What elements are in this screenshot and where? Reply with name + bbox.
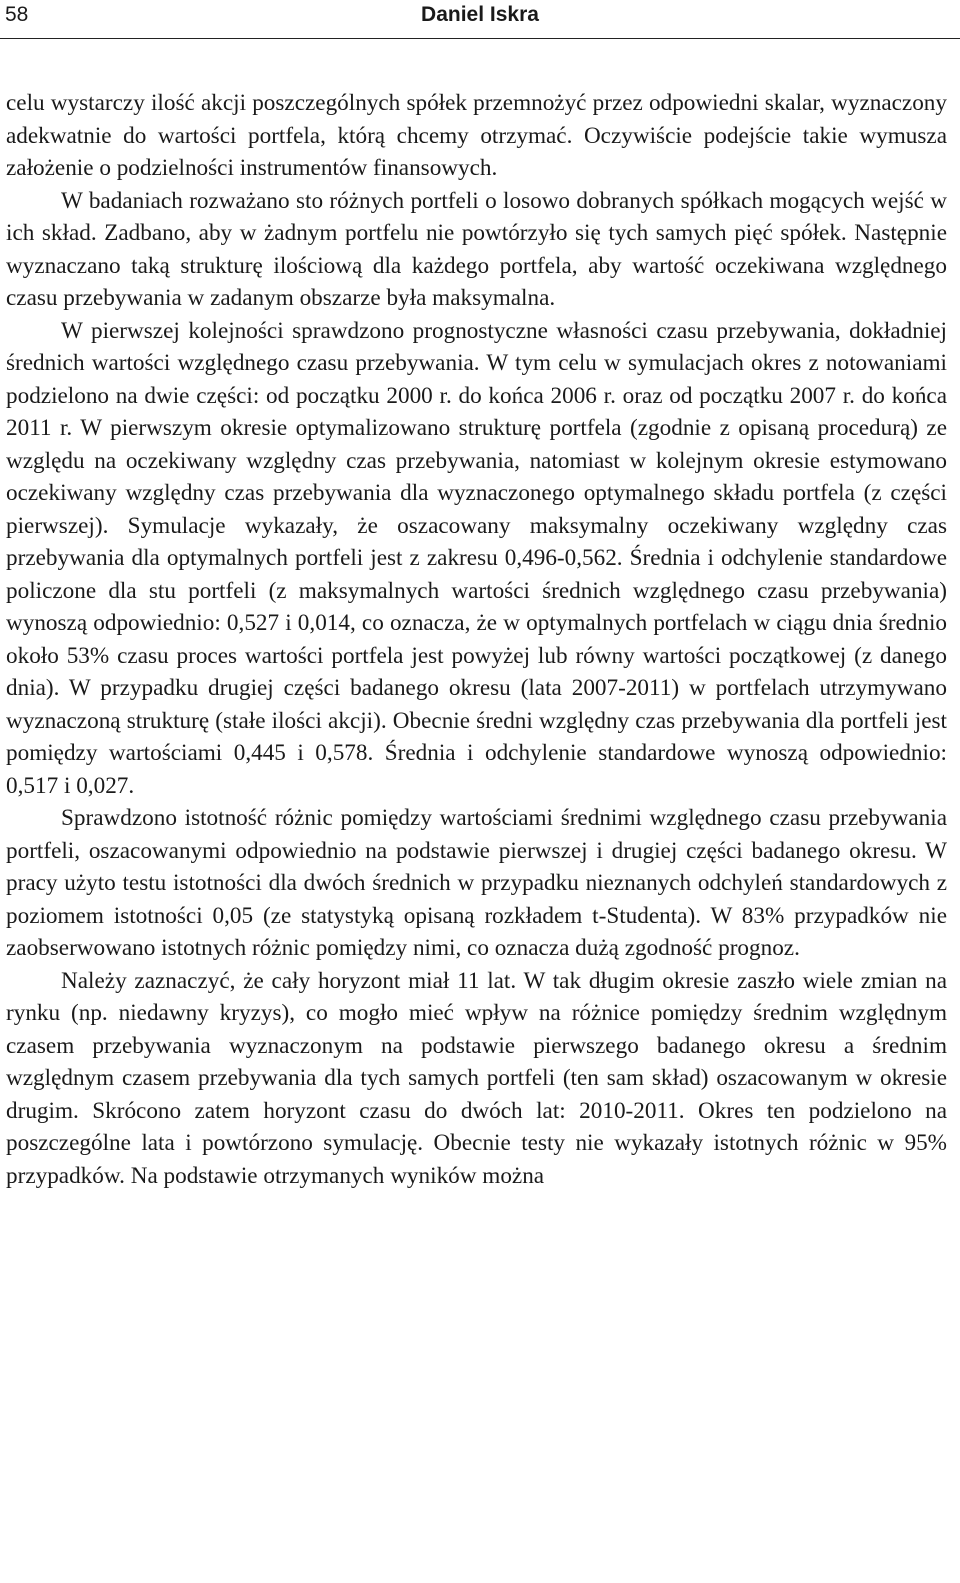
paragraph-continued: celu wystarczy ilość akcji poszczególnych spółek przemnożyć przez odpowiedni skalar, wyznaczony adekwatnie do wartości portfela, którą chcemy otrzymać. Oczywiście podejście takie wymusza założenie o podzielności instrumentów finansowych. (6, 90, 947, 181)
page-header (0, 0, 960, 39)
body-text (6, 87, 947, 1192)
paragraph: W badaniach rozważano sto różnych portfeli o losowo dobranych spółkach mogących wejść w ich skład. Zadbano, aby w żadnym portfelu nie powtórzyło się tych samych pięć spółek. Następnie wyznaczano taką strukturę ilościową dla każdego portfela, aby wartość oczekiwana względnego czasu przebywania w zadanym obszarze była maksymalna. (6, 187, 947, 311)
paragraph: Sprawdzono istotność różnic pomiędzy wartościami średnimi względnego czasu przebywania portfeli, oszacowanymi odpowiednio na podstawie pierwszej i drugiej części badanego okresu. W pracy użyto testu istotności dla dwóch średnich w przypadku nieznanych odchyleń standardowych z poziomem istotności 0,05 (ze statystyką opisaną rozkładem t-Studenta). W 83% przypadków nie zaobserwowano istotnych różnic pomiędzy nimi, co oznacza dużą zgodność prognoz. (6, 805, 947, 961)
paragraph: W pierwszej kolejności sprawdzono prognostyczne własności czasu przebywania, dokładniej średnich wartości względnego czasu przebywania. W tym celu w symulacjach okres z notowaniami podzielono na dwie części: od początku 2000 r. do końca 2006 r. oraz od początku 2007 r. do końca 2011 r. W pierwszym okresie optymalizowano strukturę portfela (zgodnie z opisaną procedurą) ze względu na oczekiwany względny czas przebywania, natomiast w kolejnym okresie estymowano oczekiwany względny czas przebywania dla wyznaczonego optymalnego składu portfela (z części pierwszej). Symulacje wykazały, że oszacowany maksymalny oczekiwany względny czas przebywania dla optymalnych portfeli jest z zakresu 0,496-0,562. Średnia i odchylenie standardowe policzone dla stu portfeli (z maksymalnych wartości średnich względnego czasu przebywania) wynoszą odpowiednio: 0,527 i 0,014, co oznacza, że w optymalnych portfelach w ciągu dnia średnio około 53% czasu proces wartości portfela jest powyżej lub równy wartości początkowej (z danego dnia). W przypadku drugiej części badanego okresu (lata 2007-2011) w portfelach utrzymywano wyznaczoną strukturę (stałe ilości akcji). Obecnie średni względny czas przebywania dla portfeli jest pomiędzy wartościami 0,445 i 0,578. Średnia i odchylenie standardowe wynoszą odpowiednio: 0,517 i 0,027. (6, 317, 947, 799)
paragraph: Należy zaznaczyć, że cały horyzont miał 11 lat. W tak długim okresie zaszło wiele zmian na rynku (np. niedawny kryzys), co mogło mieć wpływ na różnice pomiędzy średnim względnym czasem przebywania wyznaczonym na podstawie pierwszego badanego okresu a średnim względnym czasem przebywania dla tych samych portfeli (ten sam skład) oszacowanym w okresie drugim. Skrócono zatem horyzont czasu do dwóch lat: 2010-2011. Okres ten podzielono na poszczególne lata i powtórzono symulację. Obecnie testy nie wykazały istotnych różnic w 95% przypadków. Na podstawie otrzymanych wyników można (6, 967, 947, 1189)
running-head-author: Daniel Iskra (421, 3, 539, 26)
page-number: 58 (5, 3, 29, 26)
